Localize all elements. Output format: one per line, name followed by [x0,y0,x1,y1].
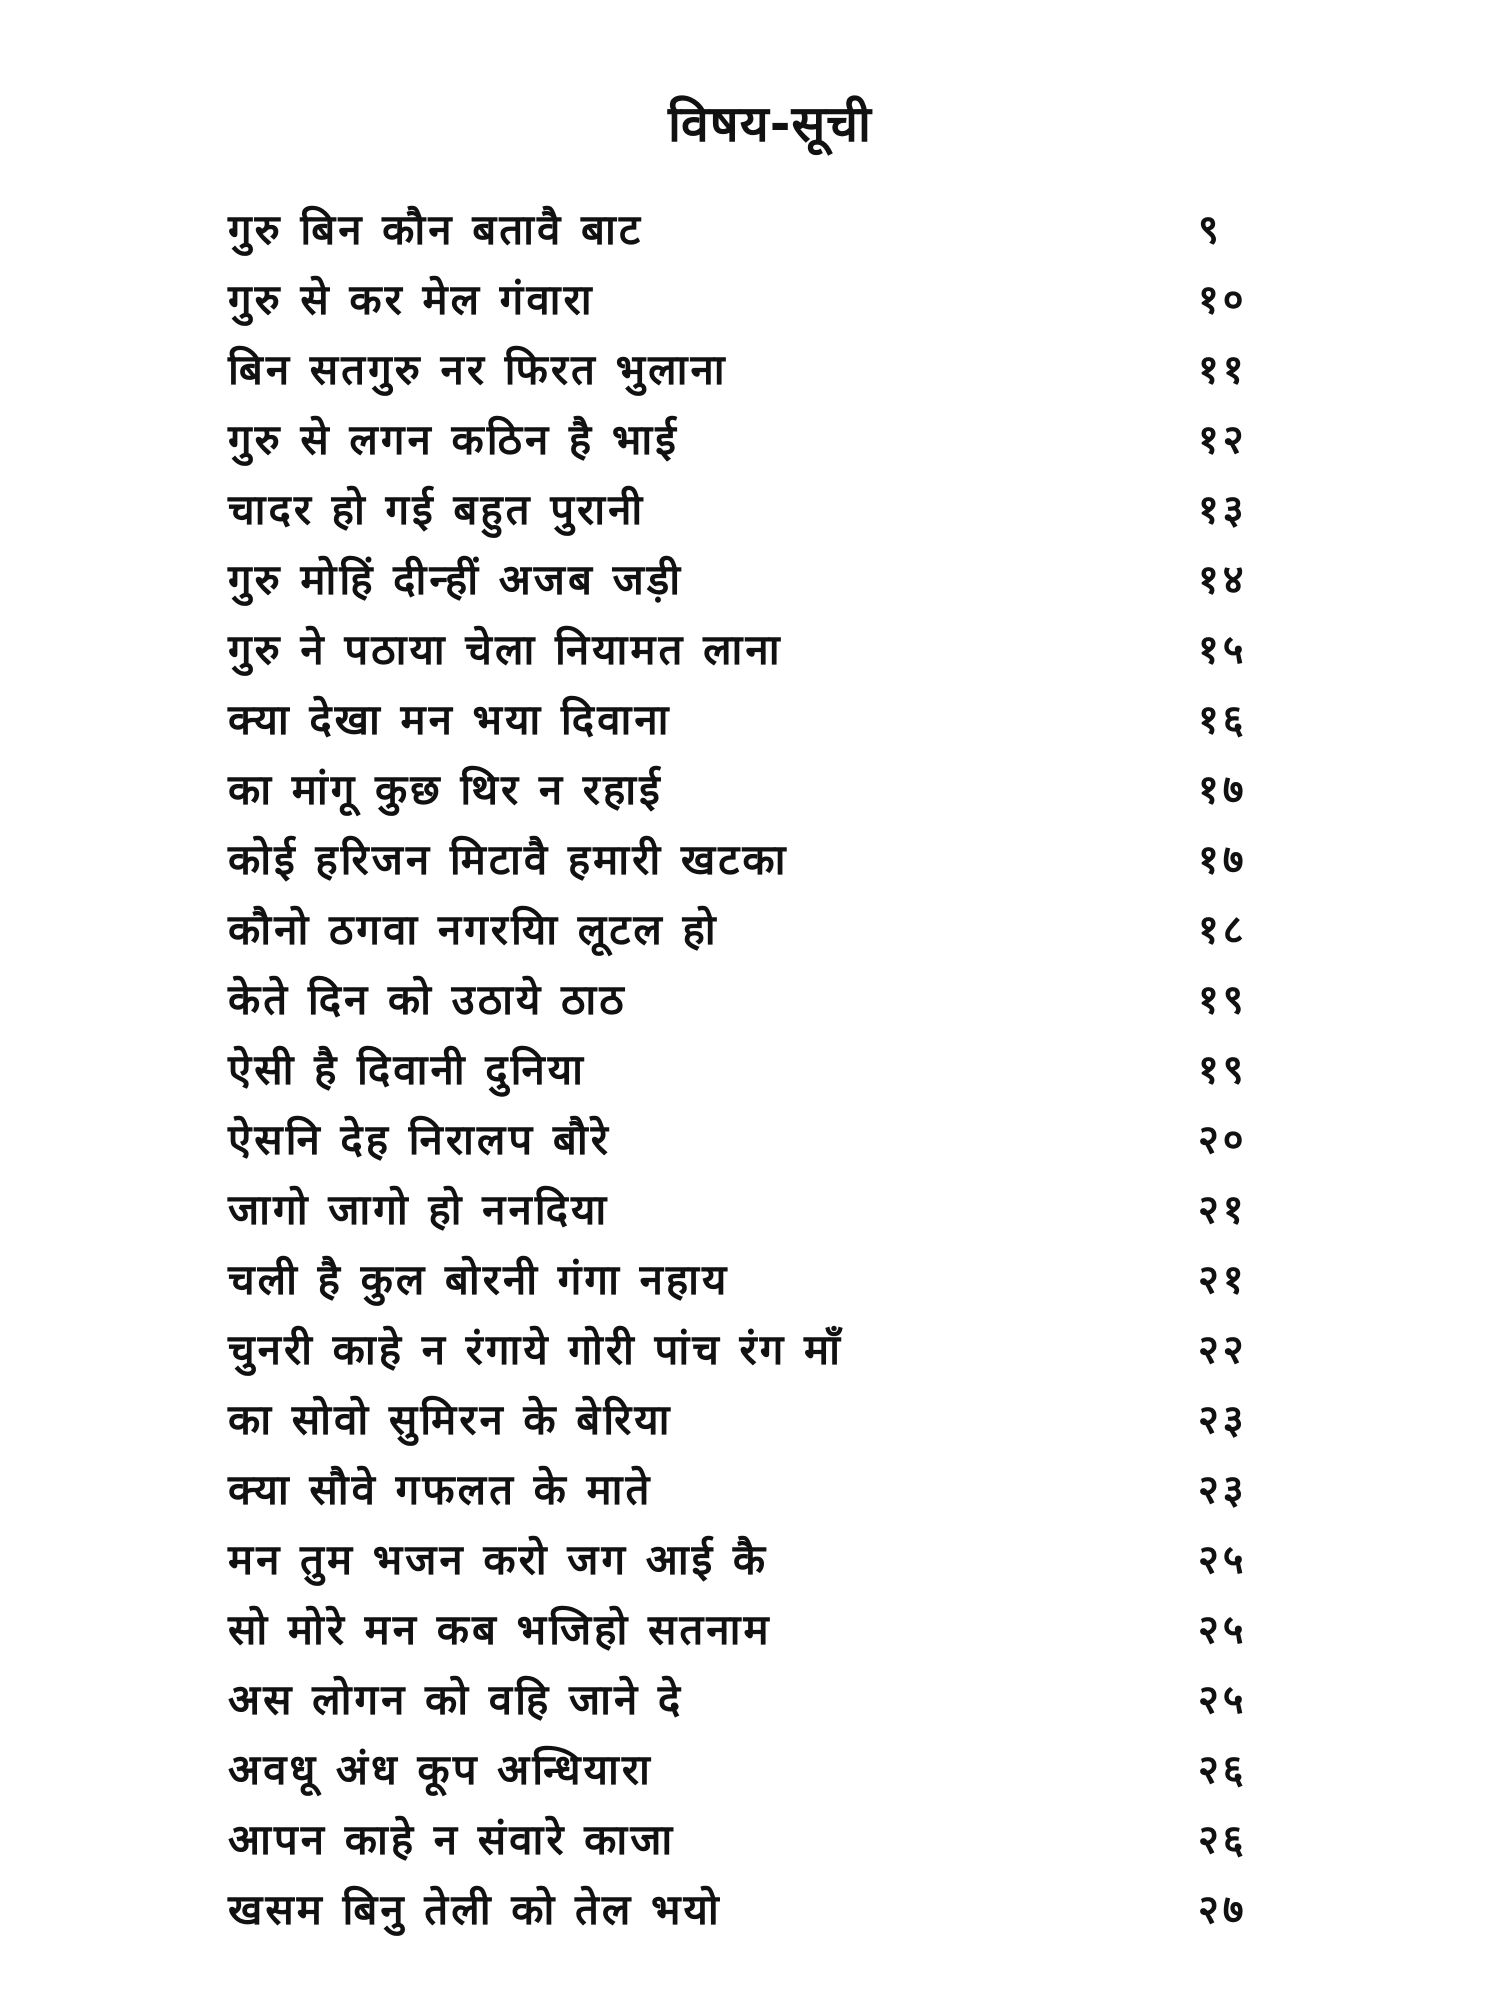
toc-entry-page-number: २१ [1198,1187,1248,1233]
toc-entry-page-number: २२ [1198,1327,1248,1373]
toc-entry-title: गुरु ने पठाया चेला नियामत लाना [228,625,783,674]
toc-entry-page-number: २० [1198,1117,1248,1163]
toc-entry-page-number: १८ [1198,907,1248,953]
toc-entry-title: गुरु बिन कौन बतावै बाट [228,205,644,254]
toc-entry-title: गुरु मोहिं दीन्हीं अजब जड़ी [228,555,684,604]
toc-entry [228,1455,1278,1525]
toc-entry-page-number: १७ [1198,837,1248,883]
toc-entry [228,475,1278,545]
toc-entry-page-number: २१ [1198,1257,1248,1303]
toc-entry [228,895,1278,965]
toc-entry [228,685,1278,755]
toc-entry [228,1315,1278,1385]
toc-entry-page-number: २७ [1198,1887,1248,1933]
toc-entry [228,195,1278,265]
toc-entry-title: चादर हो गई बहुत पुरानी [228,485,646,534]
toc-entry-page-number: २५ [1198,1537,1248,1583]
toc-entry-page-number: १२ [1198,417,1248,463]
toc-entry-title: बिन सतगुरु नर फिरत भुलाना [228,345,728,394]
toc-entry-page-number: ९ [1198,207,1223,253]
toc-entry-title: गुरु से लगन कठिन है भाई [228,415,679,464]
toc-entry-title: केते दिन को उठाये ठाठ [228,975,627,1024]
toc-entry-title: क्या देखा मन भया दिवाना [228,695,672,744]
toc-entry-title: मन तुम भजन करो जग आई कै [228,1535,769,1584]
toc-entry [228,545,1278,615]
toc-entry [228,1595,1278,1665]
toc-entry-title: अस लोगन को वहि जाने दे [228,1675,684,1724]
toc-entry-page-number: ११ [1198,347,1248,393]
toc-entry-title: का मांगू कुछ थिर न रहाई [228,765,663,814]
toc-entry [228,1665,1278,1735]
page-title: विषय-सूची [668,95,872,153]
toc-entry [228,1735,1278,1805]
toc-entry-title: कौनो ठगवा नगरयिा लूटल हो [228,905,719,954]
toc-entry-page-number: १५ [1198,627,1248,673]
toc-entry-title: गुरु से कर मेल गंवारा [228,275,595,324]
toc-entry [228,335,1278,405]
toc-entry-page-number: २६ [1198,1817,1248,1863]
toc-entry [228,1035,1278,1105]
toc-entry-page-number: २५ [1198,1607,1248,1653]
toc-entry [228,615,1278,685]
toc-entry [228,265,1278,335]
toc-entry-page-number: १६ [1198,697,1248,743]
toc-entry-title: खसम बिनु तेली को तेल भयो [228,1885,722,1934]
toc-entry-title: का सोवो सुमिरन के बेरिया [228,1395,673,1444]
toc-entry-title: अवधू अंध कूप अन्धियारा [228,1745,653,1794]
toc-entry-page-number: २५ [1198,1677,1248,1723]
toc-entry-title: चुनरी काहे न रंगाये गोरी पांच रंग माँ [228,1325,844,1374]
toc-entry [228,1245,1278,1315]
toc-entry [228,825,1278,895]
toc-entry [228,1805,1278,1875]
toc-entry [228,1175,1278,1245]
toc-entry [228,1525,1278,1595]
toc-entry-page-number: २६ [1198,1747,1248,1793]
toc-entry-page-number: २३ [1198,1397,1248,1443]
toc-entry [228,1385,1278,1455]
toc-entry [228,405,1278,475]
table-of-contents [228,195,1278,1945]
toc-entry-page-number: १९ [1198,1047,1248,1093]
toc-entry-title: सो मोरे मन कब भजिहो सतनाम [228,1605,772,1654]
toc-entry [228,1105,1278,1175]
toc-entry-page-number: १४ [1198,557,1248,603]
toc-entry-title: कोई हरिजन मिटावै हमारी खटका [228,835,789,884]
toc-entry-title: जागो जागो हो ननदिया [228,1185,610,1234]
toc-entry [228,1875,1278,1945]
toc-entry-page-number: १९ [1198,977,1248,1023]
toc-entry-title: ऐसनि देह निरालप बौरे [228,1115,611,1164]
toc-entry-page-number: १७ [1198,767,1248,813]
toc-entry [228,755,1278,825]
toc-entry-title: आपन काहे न संवारे काजा [228,1815,676,1864]
toc-entry-title: चली है कुल बोरनी गंगा नहाय [228,1255,730,1304]
toc-entry-title: ऐसी है दिवानी दुनिया [228,1045,586,1094]
toc-entry [228,965,1278,1035]
toc-entry-page-number: २३ [1198,1467,1248,1513]
toc-entry-page-number: १० [1198,277,1248,323]
toc-entry-title: क्या सौवे गफलत के माते [228,1465,653,1514]
toc-entry-page-number: १३ [1198,487,1248,533]
